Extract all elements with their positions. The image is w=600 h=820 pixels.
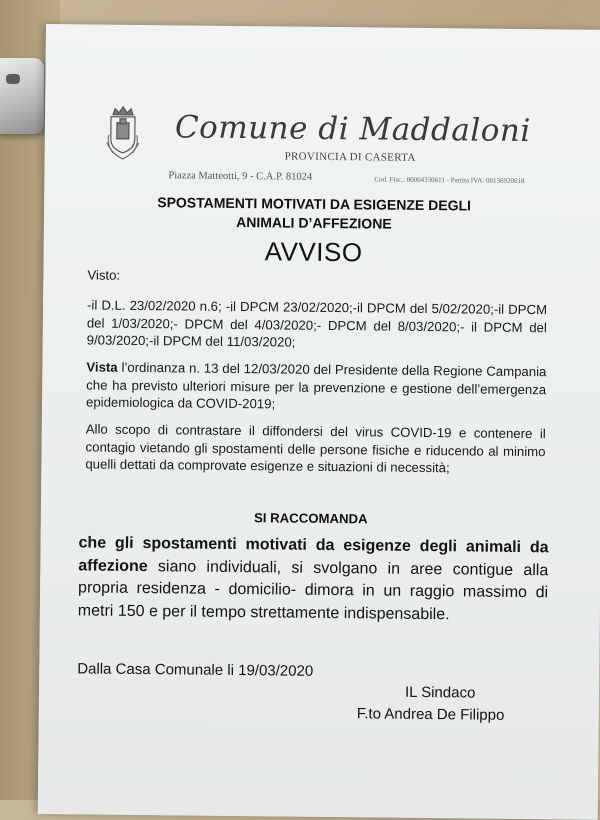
paper-sheet: [38, 24, 600, 820]
visto-label: Visto:: [87, 267, 121, 283]
document-title-line-1: SPOSTAMENTI MOTIVATI DA ESIGENZE DEGLI: [157, 194, 472, 214]
municipality-name: Comune di Maddaloni: [174, 109, 531, 150]
purpose-paragraph: Allo scopo di contrastare il diffondersi del virus COVID-19 e contenere il contagio vietando gli spostamenti delle persone fisiche e riducendo al minimo quelli dettati da comprovate esigenze e situazioni di necessità;: [85, 421, 546, 476]
place-and-date: Dalla Casa Comunale li 19/03/2020: [77, 660, 314, 680]
fiscal-codes: Cod. Fisc.: 80004330611 - Partita IVA: 00136920618: [374, 175, 525, 186]
decrees-paragraph: -il D.L. 23/02/2020 n.6; -il DPCM 23/02/2020;-il DPCM del 5/02/2020;-il DPCM del 1/03/2020;- DPCM del 4/03/2020;- DPCM del 8/03/2020;- il DPCM del 9/03/2020;-il DPCM del 11/03/2020;: [86, 297, 548, 350]
document-title-line-2: ANIMALI D’AFFEZIONE: [236, 214, 392, 232]
recommendation-text: siano individuali, si svolgano in aree contigue alla propria residenza - domicilio- dimora in un raggio massimo di metri 150 e per il tempo strettamente indispensabile.: [77, 557, 549, 623]
recommendation-subject: che gli spostamenti motivati da esigenze degli animali da affezione: [78, 534, 549, 575]
vista-paragraph: [86, 358, 547, 416]
recommendation-heading: SI RACCOMANDA: [253, 510, 368, 527]
recommendation-paragraph: [78, 532, 549, 627]
notice-heading: AVVISO: [264, 236, 363, 268]
province-name: PROVINCIA DI CASERTA: [284, 150, 416, 164]
vista-keyword: Vista: [86, 359, 118, 375]
signer-name: F.to Andrea De Filippo: [356, 705, 505, 724]
municipal-crest-icon: [105, 105, 142, 161]
binder-clip: [0, 58, 44, 134]
document-content: [38, 24, 600, 820]
signer-role: IL Sindaco: [404, 683, 476, 702]
binder-clip-hole: [6, 74, 20, 84]
document-title: [74, 192, 554, 235]
municipality-address: Piazza Matteotti, 9 - C.A.P. 81024: [168, 170, 313, 183]
vista-text: l’ordinanza n. 13 del 12/03/2020 del Presidente della Regione Campania che ha previsto ulteriori misure per la prevenzione e gestione dell’emergenza epidemiologica da COVID-2019;: [85, 359, 547, 412]
